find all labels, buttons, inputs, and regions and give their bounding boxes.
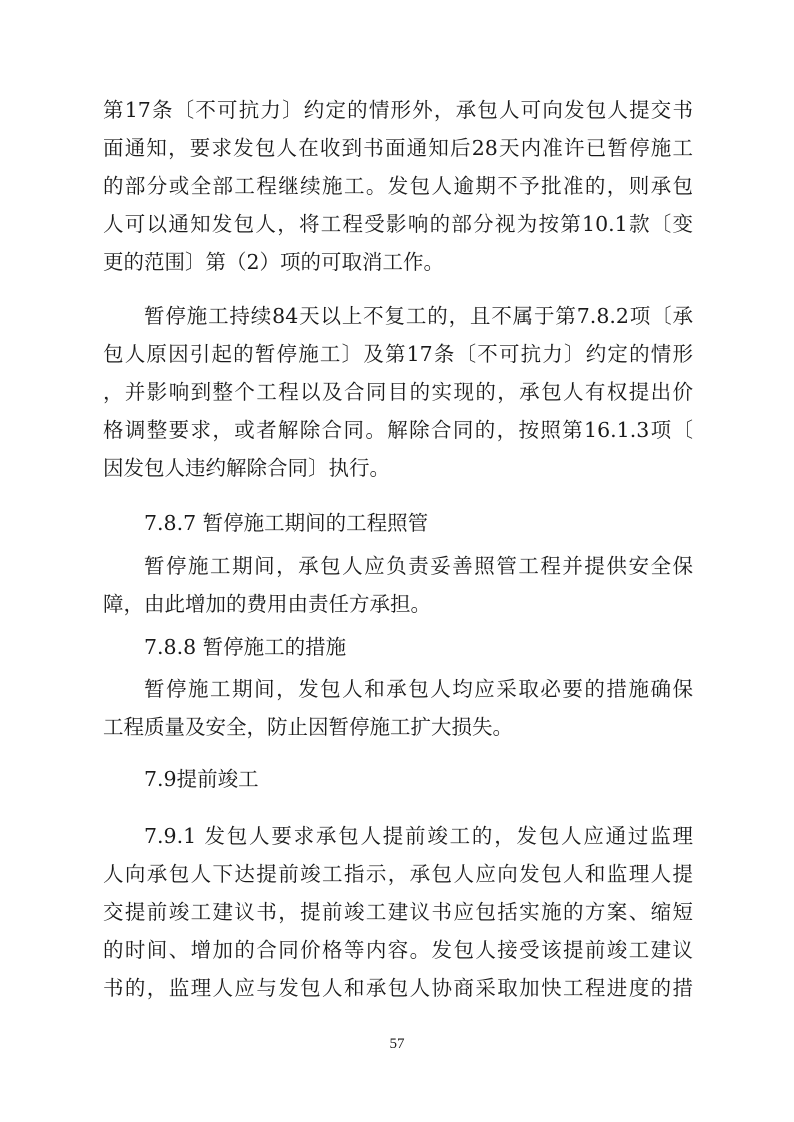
text-line: 工程质量及安全，防止因暂停施工扩大损失。: [103, 715, 513, 739]
text-line: 人向承包人下达提前竣工指示，承包人应向发包人和监理人提: [103, 862, 693, 886]
text-line: 格调整要求，或者解除合同。解除合同的，按照第16.1.3项〔: [103, 418, 693, 442]
text-line: 的部分或全部工程继续施工。发包人逾期不予批准的，则承包: [103, 174, 693, 198]
paragraph-site-care: [103, 547, 693, 623]
text-line: 暂停施工期间，承包人应负责妥善照管工程并提供安全保: [144, 554, 693, 578]
text-line: 因发包人违约解除合同〕执行。: [103, 456, 390, 480]
text-line: 障，由此增加的费用由责任方承担。: [103, 592, 431, 616]
text-line: 书的，监理人应与发包人和承包人协商采取加快工程进度的措: [103, 976, 693, 1000]
text-line: 面通知，要求发包人在收到书面通知后28天内准许已暂停施工: [103, 136, 693, 160]
text-line: 包人原因引起的暂停施工〕及第17条〔不可抗力〕约定的情形: [103, 342, 693, 366]
paragraph-suspension-84-days: [103, 297, 693, 487]
text-line: 更的范围〕第（2）项的可取消工作。: [103, 250, 445, 274]
paragraph-force-majeure-continuation: [103, 91, 693, 281]
text-line: 7.9.1 发包人要求承包人提前竣工的，发包人应通过监理: [144, 824, 693, 848]
text-line: 的时间、增加的合同价格等内容。发包人接受该提前竣工建议: [103, 938, 693, 962]
paragraph-early-completion: [103, 817, 693, 1007]
text-line: 人可以通知发包人，将工程受影响的部分视为按第10.1款〔变: [103, 212, 693, 236]
text-line: 暂停施工期间，发包人和承包人均应采取必要的措施确保: [144, 677, 693, 701]
section-heading-7-8-8: 7.8.8 暂停施工的措施: [144, 635, 347, 659]
text-line: 交提前竣工建议书，提前竣工建议书应包括实施的方案、缩短: [103, 900, 693, 924]
text-line: 暂停施工持续84天以上不复工的，且不属于第7.8.2项〔承: [144, 304, 693, 328]
text-line: ，并影响到整个工程以及合同目的实现的，承包人有权提出价: [103, 380, 693, 404]
page-number: 57: [389, 1036, 405, 1052]
text-line: 第17条〔不可抗力〕约定的情形外，承包人可向发包人提交书: [103, 98, 693, 122]
section-heading-7-8-7: 7.8.7 暂停施工期间的工程照管: [144, 511, 429, 535]
section-heading-7-9: 7.9提前竣工: [144, 767, 259, 791]
paragraph-suspension-measures: [103, 670, 693, 746]
